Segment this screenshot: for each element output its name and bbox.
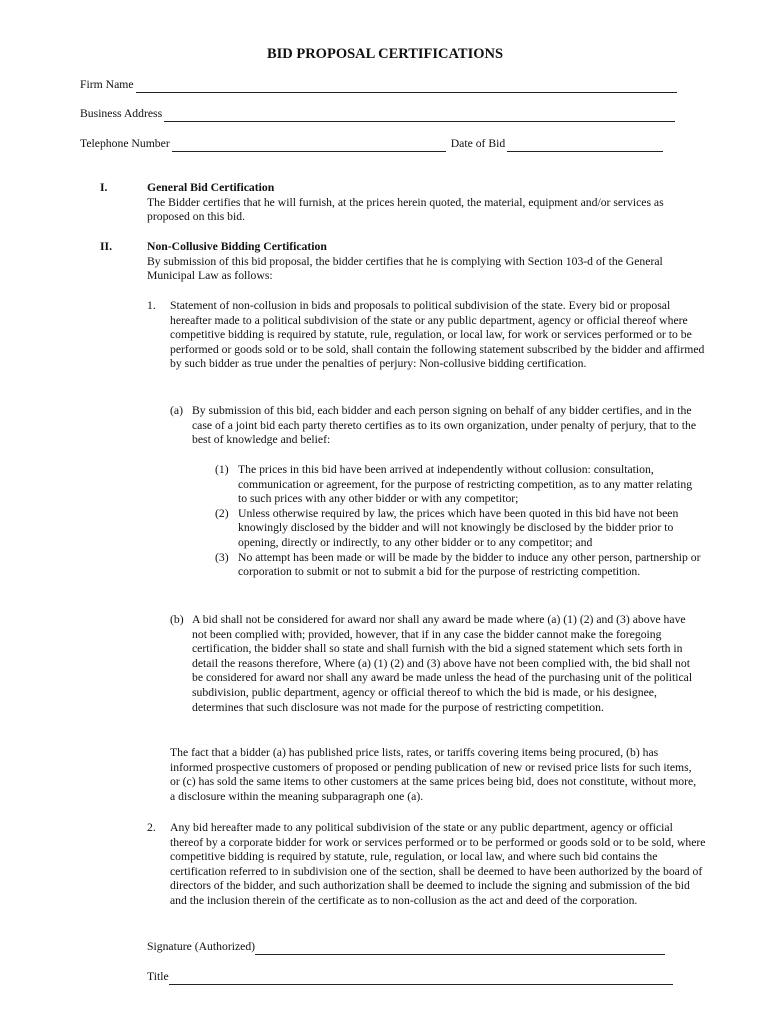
section-1-number: I. [100,181,108,194]
firm-name-field[interactable] [136,80,677,93]
item-1-text: Statement of non-collusion in bids and proposals to political subdivision of the state. Every bid or proposal hereafter made to a political subdivision of the state or any public department, agency or official thereof where competitive bidding is required by statute, rule, regulation, or local law, for work or services performed or to be performed or goods sold or to be sold, shall contain the following statement subscribed by the bidder and affirmed by such bidder as true under the penalties of perjury: Non-collusive bidding certification. [170,299,705,371]
signature-row [147,939,665,955]
clause-a-label: (a) [170,404,183,417]
subclause-2-label: (2) [215,506,229,520]
section-1-text: The Bidder certifies that he will furnish, at the prices herein quoted, the material, equipment and/or services as proposed on this bid. [147,195,664,224]
closing-paragraph [170,746,703,804]
subclause-2-text: Unless otherwise required by law, the prices which have been quoted in this bid have not been knowingly disclosed by the bidder and will not knowingly be disclosed by the bidder prior to opening, directly or indirectly, to any other bidder or to any competitor; and [238,506,679,549]
subclause-3-label: (3) [215,550,229,564]
firm-name-label: Firm Name [80,78,134,92]
title-field[interactable] [169,972,673,985]
section-2-intro: By submission of this bid proposal, the bidder certifies that he is complying with Section 103-d of the General Municipal Law as follows: [147,254,663,283]
subclause-3-text: No attempt has been made or will be made by the bidder to induce any other person, partnership or corporation to submit or not to submit a bid for the purpose of restricting competition. [238,550,701,579]
section-2 [147,240,707,284]
title-label: Title [147,970,169,984]
item-1-number: 1. [147,299,156,312]
clause-a [170,404,703,448]
signature-label: Signature (Authorized) [147,940,256,954]
business-address-row [80,106,675,122]
subclause-2 [215,507,702,551]
item-2-text: Any bid hereafter made to any political subdivision of the state or any public department, agency or official thereof by a corporate bidder for work or services performed or to be performed or goods sold or to be sold, where competitive bidding is required by statute, rule, regulation, or local law, and where such bid contains the certification referred to in subdivision one of the section, shall be deemed to have been authorized by the board of directors of the bidder, and such authorization shall be deemed to include the signing and submission of the bid and the inclusion therein of the certificate as to non-collusion as the act and deed of the corporation. [170,821,706,907]
subclause-3 [215,551,702,580]
section-2-number: II. [100,240,113,253]
section-2-title: Non-Collusive Bidding Certification [147,240,327,253]
subclause-1-label: (1) [215,463,229,476]
closing-paragraph-text: The fact that a bidder (a) has published price lists, rates, or tariffs covering items being procured, (b) has informed prospective customers of proposed or pending publication of new or revised price lists for such items, or (c) has sold the same items to other customers at the same prices being bid, does not constitute, without more, a disclosure within the meaning subparagraph one (a). [170,746,697,803]
signature-field[interactable] [255,942,665,955]
section-1 [147,181,707,225]
subclause-list [215,463,702,580]
clause-b-text: A bid shall not be considered for award nor shall any award be made where (a) (1) (2) and (3) above have not been complied with; provided, however, that if in any case the bidder cannot make the foregoing certification, the bidder shall so state and shall furnish with the bid a signed statement which sets forth in detail the reasons therefore, Where (a) (1) (2) and (3) above have not been complied with, the bid shall not be considered for award nor shall any award be made unless the head of the purchasing unit of the political subdivision, public department, agency or official thereof to which the bid is made, or his designee, determines that such disclosure was not made for the purpose of restricting competition. [192,613,693,714]
subclause-1-text: The prices in this bid have been arrived at independently without collusion: consultation, communication or agreement, for the purpose of restricting competition, as to any matter relating to such prices with any other bidder or with any competitor; [238,463,693,506]
item-2 [147,821,707,909]
item-2-number: 2. [147,821,156,834]
section-1-title: General Bid Certification [147,181,275,194]
business-address-field[interactable] [164,109,675,122]
business-address-label: Business Address [80,107,163,121]
subclause-1 [215,463,702,507]
firm-name-row [80,77,677,93]
item-1 [147,299,707,372]
telephone-number-label: Telephone Number [80,137,170,151]
page-title: BID PROPOSAL CERTIFICATIONS [266,46,504,62]
clause-b-label: (b) [170,613,184,626]
telephone-row [80,136,663,152]
title-row [147,969,673,985]
clause-b [170,613,703,715]
date-of-bid-field[interactable] [507,139,663,152]
date-of-bid-label: Date of Bid [450,137,506,151]
telephone-number-field[interactable] [172,139,446,152]
clause-a-text: By submission of this bid, each bidder and each person signing on behalf of any bidder certifies, and in the case of a joint bid each party thereto certifies as to its own organization, under penalty of perjury, that to the best of knowledge and belief: [192,404,697,447]
